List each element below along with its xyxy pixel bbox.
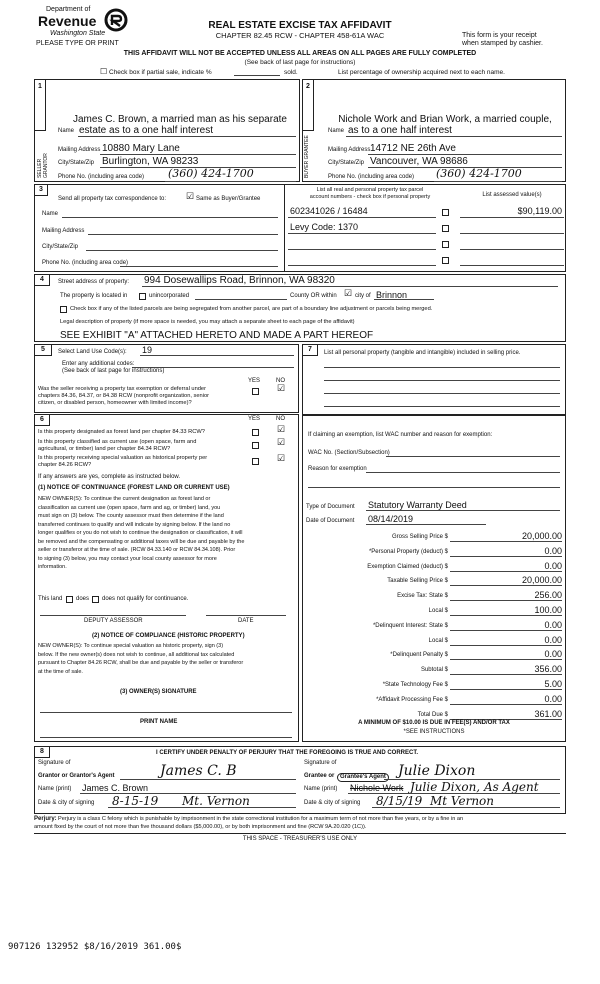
wac-number-line[interactable] — [386, 456, 560, 457]
section-4-number: 4 — [34, 274, 50, 286]
street-address[interactable]: 994 Dosewallips Road, Brinnon, WA 98320 — [144, 275, 335, 286]
grantor-signature-of: Signature of — [38, 760, 71, 766]
buyer-side-label: BUYER GRANTEE — [304, 135, 310, 178]
seller-address-underline — [100, 154, 296, 155]
seller-phone-underline — [165, 181, 296, 182]
seller-address[interactable]: 10880 Mary Lane — [102, 143, 180, 154]
grantee-name-struck: Nichole Work — [350, 783, 404, 793]
parcel-number[interactable]: 602341026 / 16484 — [290, 206, 368, 216]
tax-row-label: *Delinquent Penalty $ — [390, 652, 448, 659]
tax-row-label: *State Technology Fee $ — [382, 682, 448, 688]
tax-row-line — [450, 674, 562, 675]
form-title: REAL ESTATE EXCISE TAX AFFIDAVIT — [208, 20, 392, 31]
county-line[interactable] — [195, 299, 287, 300]
notice-2-line: at the time of sale. — [38, 668, 83, 675]
personal-property-line-1[interactable] — [324, 367, 560, 368]
street-label: Street address of property: — [58, 279, 130, 285]
logo-line3: Washington State — [50, 30, 106, 37]
buyer-name-underline — [346, 136, 562, 137]
value-2-line — [460, 233, 564, 234]
corr-address-line[interactable] — [88, 234, 278, 235]
current-use-question-1: Is this property classified as current use (open space, farm and — [38, 439, 197, 445]
document-date-line — [366, 524, 486, 525]
grantee-date-line — [372, 807, 560, 808]
tax-row-value[interactable]: 0.00 — [544, 634, 562, 645]
notice-1-line: longer qualifies or you do not wish to continue the designation or classification, it will — [38, 530, 243, 536]
seller-city-label: City/State/Zip — [58, 160, 95, 166]
grantee-signature-of: Signature of — [304, 760, 337, 766]
current-use-no-checkbox[interactable]: ☑ — [277, 437, 286, 447]
grantee-signature[interactable]: Julie Dixon — [398, 763, 476, 779]
tax-row-line — [450, 541, 562, 542]
parcel-1-personal-checkbox[interactable] — [442, 209, 449, 216]
forest-question: Is this property designated as forest land per chapter 84.33 RCW? — [38, 429, 205, 435]
notice-2-line: below. If the new owner(s) does not wish to continue, all additional tax calculated — [38, 651, 235, 658]
grantor-date-label: Date & city of signing — [38, 800, 95, 806]
legal-description[interactable]: SEE EXHIBIT "A" ATTACHED HERETO AND MADE A PART HEREOF — [60, 330, 374, 341]
print-note: PLEASE TYPE OR PRINT — [36, 40, 119, 47]
property-city-line — [374, 299, 434, 300]
tax-row-label: Taxable Selling Price $ — [387, 578, 448, 585]
notice-2-title: (2) NOTICE OF COMPLIANCE (HISTORIC PROPERTY) — [92, 633, 245, 639]
unincorporated-checkbox[interactable] — [139, 293, 146, 300]
correspondence-label: Send all property tax correspondence to: — [58, 196, 167, 202]
city-checkbox[interactable]: ☑ — [344, 288, 353, 298]
grantor-city[interactable]: Mt. Vernon — [182, 794, 250, 808]
tax-row-value[interactable]: 20,000.00 — [521, 531, 562, 541]
tax-row-label: *Affidavit Processing Fee $ — [376, 696, 448, 703]
notice-1-line: seller or transferor at the time of sale. (RCW 84.33.140 or RCW 84.34.108). Prior — [38, 547, 236, 553]
seller-name-line1: James C. Brown, a married man as his separate — [73, 114, 287, 125]
seller-side-label: SELLER GRANTOR — [37, 153, 49, 178]
revenue-logo-icon — [104, 8, 128, 32]
parcel-2-line — [288, 233, 436, 234]
tax-row-value[interactable]: 0.00 — [544, 560, 562, 571]
grantor-agent-label: Grantor or Grantor's Agent — [38, 773, 115, 779]
print-name-label: PRINT NAME — [140, 719, 178, 725]
parcel-3-personal-checkbox[interactable] — [442, 241, 449, 248]
seller-city[interactable]: Burlington, WA 98233 — [102, 156, 199, 167]
value-1-line — [460, 217, 564, 218]
segregation-text: Check box if any of the listed parcels are being segregated from another parcel, are part of a boundary line adjustment or parcels being merged. — [70, 306, 433, 312]
form-chapter: CHAPTER 82.45 RCW - CHAPTER 458-61A WAC — [215, 31, 385, 40]
parcel-4-line — [288, 265, 436, 266]
wac-claim: If claiming an exemption, list WAC number and reason for exemption: — [308, 432, 493, 438]
seller-name-line2[interactable]: estate as to a one half interest — [79, 125, 213, 136]
receipt-stamp: 907126 132952 $8/16/2019 361.00$ — [8, 942, 182, 952]
grantor-signature[interactable]: James C. B — [160, 763, 237, 779]
corr-phone-label: Phone No. (including area code) — [42, 260, 129, 266]
partial-sale-checkbox[interactable]: ☐ — [100, 67, 108, 76]
notice-2-line: NEW OWNER(S): To continue special valuation as historic property, sign (3) — [38, 643, 224, 649]
buyer-phone-underline — [434, 181, 562, 182]
section-3-number: 3 — [34, 184, 48, 196]
parcels-header-1: List all real and personal property tax parcel — [316, 187, 424, 193]
certify-statement: I CERTIFY UNDER PENALTY OF PERJURY THAT THE FOREGOING IS TRUE AND CORRECT. — [156, 750, 419, 756]
tax-row-value[interactable]: 0.00 — [544, 545, 562, 556]
historic-no-checkbox[interactable]: ☑ — [277, 453, 286, 463]
legal-note: Legal description of property (if more space is needed, you may attach a separate sheet to each page of the affidavit) — [60, 319, 355, 325]
tax-row-value[interactable]: 0.00 — [544, 649, 562, 660]
levy-code[interactable]: Levy Code: 1370 — [290, 222, 359, 232]
notice-1-line: information. — [38, 564, 67, 570]
tax-row-line — [450, 704, 562, 705]
notice-1-line: transferred continues to qualify and will indicate by signing below. If the land no — [38, 521, 231, 528]
corr-phone-line[interactable] — [120, 266, 278, 267]
notice-1-line: classification as current use (open space, farm and ag, or timber) land, you — [38, 504, 221, 511]
seller-phone-label: Phone No. (including area code) — [58, 174, 145, 180]
buyer-name-line1: Nichole Work and Brian Work, a married couple, — [338, 114, 552, 125]
tax-row-value[interactable]: 0.00 — [544, 619, 562, 630]
logo-line1: Department of — [46, 6, 91, 13]
receipt-note-2: when stamped by cashier. — [462, 40, 543, 47]
historic-question-1: Is this property receiving special valuation as historical property per — [38, 455, 208, 461]
tax-row-line — [450, 600, 562, 601]
section-7-label: List all personal property (tangible and intangible) included in selling price. — [324, 350, 521, 356]
partial-sale-sold: sold. — [284, 69, 298, 76]
grantor-date[interactable]: 8-15-19 — [112, 794, 159, 808]
tax-row-label: Subtotal $ — [420, 667, 448, 674]
deputy-date-label: DATE — [238, 618, 254, 624]
seller-phone[interactable]: (360) 424-1700 — [168, 167, 254, 180]
additional-codes-label: Enter any additional codes: — [62, 361, 135, 367]
grantee-name[interactable]: Julie Dixon, As Agent — [410, 780, 539, 794]
value-4-line — [460, 265, 564, 266]
tax-row-line — [450, 556, 562, 557]
land-use-see-back: (See back of last page for instructions) — [62, 368, 165, 374]
grantee-name-label: Name (print) — [304, 786, 338, 792]
tax-row-line — [450, 645, 562, 646]
value-3-line — [460, 249, 564, 250]
receipt-note-1: This form is your receipt — [462, 32, 537, 39]
buyer-address-underline — [368, 154, 562, 155]
notice-1-line: to signing (3) below, you may contact your local county assessor for more — [38, 555, 217, 562]
partial-sale-label: Check box if partial sale, indicate % — [109, 69, 212, 76]
qualify-does-not-checkbox[interactable] — [92, 596, 99, 603]
document-type-label: Type of Document — [306, 504, 355, 510]
reason-line-1[interactable] — [366, 472, 560, 473]
owner-signature-line[interactable] — [40, 712, 292, 713]
section-1-number: 1 — [34, 79, 46, 131]
buyer-name-label: Name — [328, 128, 345, 134]
parcel-3-line — [288, 249, 436, 250]
wac-number-label: WAC No. (Section/Subsection) — [308, 450, 390, 456]
land-use-code[interactable]: 19 — [142, 345, 153, 355]
corr-city-line[interactable] — [86, 250, 278, 251]
current-use-question-2: agricultural, or timber) land per chapter 84.34 RCW? — [38, 446, 171, 452]
reason-line-2[interactable] — [308, 487, 560, 488]
notice-1-line: NEW OWNER(S): To continue the current designation as forest land or — [38, 496, 211, 502]
corr-city-label: City/State/Zip — [42, 244, 79, 250]
exempt-question-2: chapters 84.36, 84.37, or 84.38 RCW (nonprofit organization, senior — [38, 393, 210, 399]
qualify-label-b: does — [76, 596, 90, 602]
section-3-divider — [284, 184, 285, 272]
perjury-lead: Perjury: — [34, 816, 57, 822]
same-as-buyer-label: Same as Buyer/Grantee — [196, 196, 261, 202]
tax-row-label: *Delinquent Interest: State $ — [372, 622, 448, 629]
tax-row-line — [450, 689, 562, 690]
personal-property-line-4[interactable] — [324, 406, 560, 407]
document-type-line — [366, 510, 560, 511]
section-8-number: 8 — [34, 746, 50, 758]
deputy-date-line[interactable] — [206, 615, 286, 616]
section-6-yes-header: YES — [248, 416, 261, 422]
seller-name-label: Name — [58, 128, 75, 134]
tax-row-label: Excise Tax: State $ — [397, 593, 448, 600]
grantor-date-line — [108, 807, 296, 808]
seller-name-underline — [78, 136, 296, 137]
tax-row-line — [450, 659, 562, 660]
document-date-label: Date of Document — [306, 518, 355, 524]
corr-name-line[interactable] — [62, 217, 278, 218]
property-city[interactable]: Brinnon — [376, 290, 408, 300]
see-instructions-note: *SEE INSTRUCTIONS — [403, 729, 465, 735]
qualify-does-checkbox[interactable] — [66, 596, 73, 603]
land-use-label: Select Land Use Code(s): — [58, 349, 127, 355]
tax-row-value[interactable]: 361.00 — [534, 708, 562, 719]
corr-address-label: Mailing Address — [42, 228, 85, 234]
same-as-buyer-checkbox[interactable]: ☑ — [186, 191, 195, 201]
document-type[interactable]: Statutory Warranty Deed — [368, 500, 467, 510]
parcels-header-2: account numbers - check box if personal property — [309, 194, 431, 200]
grantor-name-label: Name (print) — [38, 786, 72, 792]
qualify-label-c: does not qualify for continuance. — [102, 596, 189, 602]
percentage-note: List percentage of ownership acquired next to each name. — [338, 69, 505, 76]
logo-line2: Revenue — [38, 13, 97, 29]
section-6-no-header: NO — [276, 416, 285, 422]
tax-row-value[interactable]: 100.00 — [534, 605, 562, 615]
historic-question-2: chapter 84.26 RCW? — [38, 462, 92, 468]
partial-sale-line[interactable] — [234, 75, 280, 76]
parcel-2-personal-checkbox[interactable] — [442, 225, 449, 232]
grantee-date[interactable]: 8/15/19 — [376, 794, 423, 808]
warning-text: THIS AFFIDAVIT WILL NOT BE ACCEPTED UNLESS ALL AREAS ON ALL PAGES ARE FULLY COMPLETED — [123, 50, 477, 57]
grantee-date-label: Date & city of signing — [304, 800, 361, 806]
forest-no-checkbox[interactable]: ☑ — [277, 424, 286, 434]
if-yes-note: If any answers are yes, complete as instructed below. — [38, 474, 181, 480]
buyer-name-line2[interactable]: as to a one half interest — [348, 125, 452, 136]
parcel-1-line — [288, 217, 436, 218]
grantee-or-label: Grantee or — [304, 773, 335, 779]
tax-row-line — [450, 615, 562, 616]
qualify-label-a: This land — [38, 596, 63, 602]
buyer-city-label: City/State/Zip — [328, 160, 365, 166]
buyer-city[interactable]: Vancouver, WA 98686 — [370, 156, 468, 167]
forest-yes-checkbox[interactable] — [252, 429, 259, 436]
corr-name-label: Name — [42, 211, 59, 217]
perjury-text-2: amount fixed by the court of not more than five thousand dollars ($5,000.00), or by both imprisonment and fine (RCW 9A.20.020 (1C)). — [34, 824, 367, 830]
exempt-question-1: Was the seller receiving a property tax exemption or deferral under — [38, 386, 206, 392]
section-2-number: 2 — [302, 79, 314, 131]
deputy-assessor-label: DEPUTY ASSESSOR — [84, 618, 143, 624]
buyer-phone-label: Phone No. (including area code) — [328, 174, 415, 180]
tax-row-label: Local $ — [428, 637, 448, 644]
segregation-checkbox[interactable] — [60, 306, 67, 313]
treasurer-divider — [34, 833, 566, 834]
land-use-line — [140, 355, 294, 356]
tax-row-value[interactable]: 256.00 — [534, 590, 562, 601]
reason-label: Reason for exemption — [308, 466, 367, 472]
see-back-note: (See back of last page for instructions) — [244, 59, 356, 66]
notice-1-title: (1) NOTICE OF CONTINUANCE (FOREST LAND OR CURRENT USE) — [38, 485, 230, 491]
county-or-label: County OR within — [290, 293, 337, 299]
perjury-text-1: Perjury is a class C felony which is punishable by imprisonment in the state correctional institution for a maximum term of not more than five years, or by a fine in an — [58, 816, 464, 822]
tax-row-value[interactable]: 0.00 — [544, 693, 562, 704]
historic-yes-checkbox[interactable] — [252, 458, 259, 465]
deputy-line[interactable] — [40, 615, 186, 616]
assessed-value[interactable]: $90,119.00 — [517, 206, 562, 216]
located-label: The property is located in — [60, 293, 128, 299]
personal-property-line-3[interactable] — [324, 393, 560, 394]
buyer-phone[interactable]: (360) 424-1700 — [436, 167, 522, 180]
section-6-number: 6 — [34, 414, 50, 426]
document-date[interactable]: 08/14/2019 — [368, 514, 414, 524]
grantor-name[interactable]: James C. Brown — [82, 783, 149, 793]
exempt-no-checkbox[interactable]: ☑ — [277, 383, 286, 393]
tax-row-value[interactable]: 356.00 — [534, 664, 562, 675]
current-use-yes-checkbox[interactable] — [252, 442, 259, 449]
personal-property-line-2[interactable] — [324, 380, 560, 381]
grantee-agent-label: Grantee's Agent — [337, 773, 389, 782]
notice-2-line: pursuant to Chapter 84.26 RCW, shall be due and payable by the seller or transferor — [38, 660, 244, 666]
tax-row-line — [450, 585, 562, 586]
tax-row-label: *Personal Property (deduct) $ — [368, 548, 448, 555]
section-7-number: 7 — [302, 344, 318, 356]
grantor-signature-line — [120, 779, 296, 780]
tax-row-line — [450, 571, 562, 572]
minimum-fee-note: A MINIMUM OF $10.00 IS DUE IN FEE(S) AND/OR TAX — [358, 720, 510, 726]
notice-1-line: be removed and the compensating or additional taxes will be due and payable by the — [38, 538, 245, 545]
assessed-values-header: List assessed value(s) — [482, 192, 542, 198]
tax-row-value[interactable]: 20,000.00 — [521, 575, 562, 586]
tax-row-label: Exemption Claimed (deduct) $ — [367, 563, 448, 570]
tax-row-value[interactable]: 5.00 — [544, 679, 562, 689]
notice-1-line: must sign on (3) below. The county assessor must then determine if the land — [38, 513, 224, 519]
tax-row-line — [450, 630, 562, 631]
land-use-yes-header: YES — [248, 378, 261, 384]
unincorporated-label: unincorporated — [149, 293, 190, 299]
land-use-no-header: NO — [276, 378, 285, 384]
treasurer-label: THIS SPACE - TREASURER'S USE ONLY — [242, 836, 358, 842]
tax-row-label: Gross Selling Price $ — [391, 534, 448, 540]
city-of-label: city of — [355, 293, 371, 299]
street-underline — [142, 286, 558, 287]
exempt-question-3: citizen, or disabled person, homeowner with limited income)? — [38, 400, 192, 406]
buyer-address[interactable]: 14712 NE 26th Ave — [370, 143, 456, 154]
tax-row-label: Total Due $ — [417, 711, 448, 718]
print-name-line[interactable] — [40, 737, 292, 738]
tax-row-label: Local $ — [428, 608, 448, 614]
buyer-address-label: Mailing Address — [328, 147, 371, 153]
exempt-yes-checkbox[interactable] — [252, 388, 259, 395]
parcel-4-personal-checkbox[interactable] — [442, 257, 449, 264]
seller-address-label: Mailing Address — [58, 147, 101, 153]
owner-signature-label: (3) OWNER(S) SIGNATURE — [120, 689, 197, 695]
section-5-number: 5 — [34, 344, 52, 356]
grantee-city[interactable]: Mt Vernon — [430, 794, 495, 808]
